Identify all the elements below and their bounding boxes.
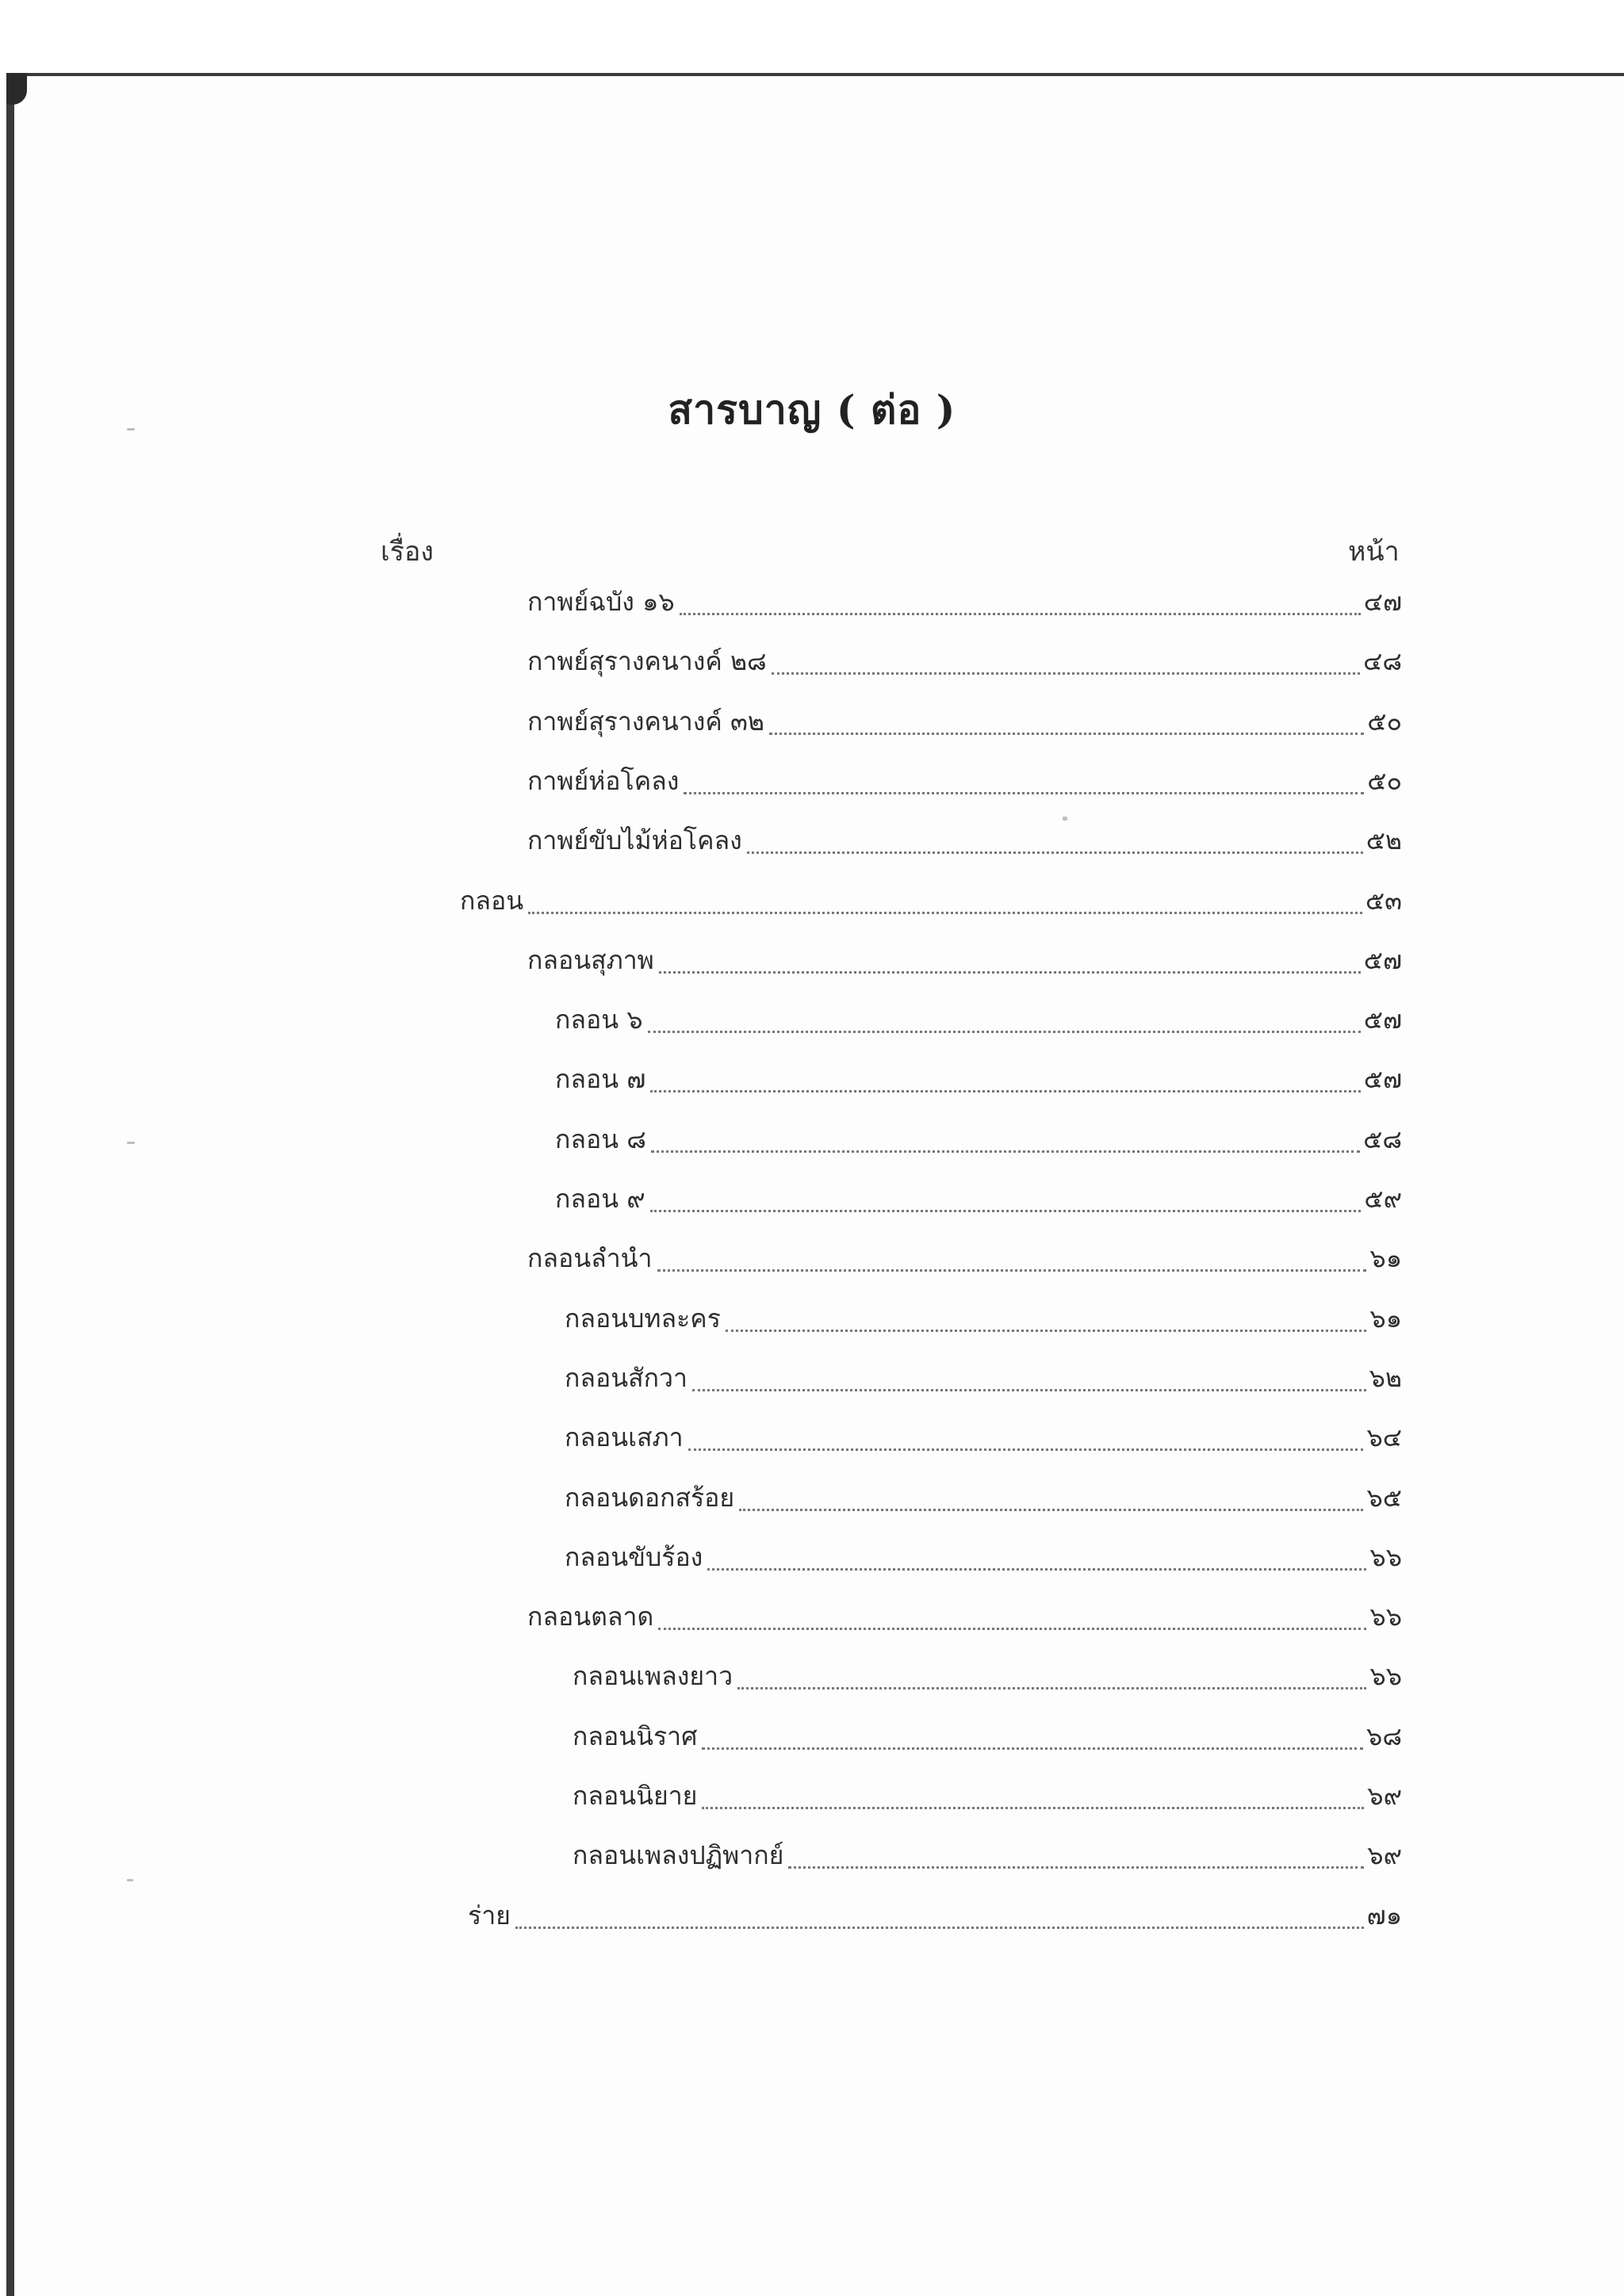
toc-entry (573, 1777, 1402, 1816)
toc-entry-title: กาพย์ห่อโคลง (527, 765, 680, 796)
toc-entry-title: กลอน (460, 885, 524, 916)
dot-leader (739, 1509, 1363, 1511)
toc-entry-page-number: ๗๑ (1366, 1900, 1402, 1931)
toc-entry (527, 941, 1402, 981)
toc-entry-page-number: ๕๐ (1367, 706, 1402, 737)
toc-entry (527, 642, 1402, 682)
toc-entry-title: ร่าย (468, 1900, 511, 1931)
toc-entry (565, 1359, 1402, 1399)
dot-leader (726, 1330, 1367, 1332)
toc-entry-title: กลอนตลาด (527, 1601, 654, 1632)
scan-speck (127, 1142, 135, 1144)
toc-entry-title: กลอนสักวา (565, 1362, 688, 1393)
dot-leader (680, 613, 1361, 615)
toc-entry (565, 1299, 1402, 1339)
toc-entry-page-number: ๖๘ (1366, 1720, 1402, 1751)
toc-entry (555, 1001, 1402, 1040)
toc-entry (555, 1120, 1402, 1160)
toc-entry-page-number: ๕๘ (1363, 1123, 1402, 1154)
toc-entry (527, 821, 1402, 861)
toc-entry-title: กลอนขับร้อง (565, 1541, 703, 1572)
toc-entry (527, 702, 1402, 742)
toc-entry-title: กลอนเพลงปฏิพากย์ (573, 1840, 784, 1871)
dot-leader (528, 912, 1362, 914)
toc-entry-title: กลอนลำนำ (527, 1243, 653, 1274)
toc-entry (555, 1180, 1402, 1219)
toc-entry (460, 882, 1402, 921)
toc-entry-title: กลอน ๙ (555, 1184, 645, 1214)
toc-entry (527, 1598, 1402, 1637)
toc-entry-title: กาพย์สุรางคนางค์ ๓๒ (527, 706, 764, 737)
dot-leader (515, 1927, 1364, 1929)
page-title: สารบาญ ( ต่อ ) (668, 386, 956, 433)
toc-entry (527, 1239, 1402, 1279)
dot-leader (650, 1210, 1362, 1212)
dot-leader (684, 792, 1364, 794)
toc-entry-page-number: ๕๙ (1364, 1184, 1402, 1214)
toc-entry (565, 1418, 1402, 1458)
toc-entry-page-number: ๖๙ (1367, 1840, 1402, 1871)
toc-entry (573, 1717, 1402, 1757)
toc-entry-page-number: ๖๙ (1367, 1781, 1402, 1811)
toc-entry-page-number: ๕๗ (1363, 1064, 1402, 1095)
toc-entry-title: กลอนดอกสร้อย (565, 1482, 735, 1513)
dot-leader (650, 1090, 1360, 1093)
toc-entry (565, 1479, 1402, 1518)
dot-leader (772, 672, 1360, 675)
dot-leader (737, 1687, 1366, 1689)
toc-entry-title: กลอน ๘ (555, 1123, 646, 1154)
scan-speck (127, 1879, 133, 1881)
dot-leader (692, 1389, 1366, 1391)
toc-entry-page-number: ๕๗ (1363, 1004, 1402, 1035)
toc-entry (573, 1836, 1402, 1876)
toc-entry-title: กลอนนิยาย (573, 1781, 698, 1811)
toc-entry-page-number: ๔๘ (1363, 646, 1402, 677)
toc-entry-page-number: ๔๗ (1363, 587, 1402, 617)
toc-entry-page-number: ๕๓ (1365, 885, 1402, 916)
dot-leader (688, 1448, 1364, 1451)
toc-entry (527, 762, 1402, 802)
toc-entry (555, 1060, 1402, 1100)
scan-speck (1063, 817, 1067, 821)
dot-leader (707, 1568, 1366, 1571)
toc-entry-title: กลอน ๖ (555, 1004, 643, 1035)
dot-leader (659, 971, 1361, 974)
toc-entry-page-number: ๖๒ (1369, 1362, 1402, 1393)
toc-entry-title: กลอนบทละคร (565, 1303, 721, 1334)
toc-entry-page-number: ๖๑ (1369, 1303, 1402, 1334)
toc-entry-page-number: ๖๖ (1369, 1601, 1402, 1632)
dot-leader (651, 1150, 1360, 1153)
toc-entry-title: กลอนนิราศ (573, 1720, 698, 1751)
toc-entry-page-number: ๕๗ (1363, 944, 1402, 975)
toc-entry-page-number: ๕๐ (1367, 765, 1402, 796)
toc-entry-page-number: ๖๑ (1369, 1243, 1402, 1274)
toc-entry-title: กลอนเสภา (565, 1422, 684, 1453)
column-header-page: หน้า (1348, 536, 1400, 568)
toc-entry-page-number: ๖๕ (1366, 1482, 1402, 1513)
dot-leader (657, 1269, 1367, 1272)
dot-leader (702, 1747, 1363, 1750)
toc-entry (565, 1538, 1402, 1578)
dot-leader (702, 1807, 1364, 1809)
toc-entry-page-number: ๖๔ (1366, 1422, 1402, 1453)
toc-entry-page-number: ๖๖ (1369, 1661, 1402, 1692)
dot-leader (769, 733, 1364, 735)
dot-leader (658, 1628, 1366, 1630)
toc-entry-page-number: ๖๖ (1369, 1541, 1402, 1572)
toc-entry-title: กลอนเพลงยาว (573, 1661, 733, 1692)
dot-leader (788, 1866, 1364, 1869)
dot-leader (747, 851, 1363, 854)
toc-entry-title: กาพย์ขับไม้ห่อโคลง (527, 825, 742, 856)
toc-entry-title: กาพย์สุรางคนางค์ ๒๘ (527, 646, 767, 677)
toc-entry (573, 1657, 1402, 1697)
toc-entry-title: กาพย์ฉบัง ๑๖ (527, 587, 675, 617)
toc-entry-title: กลอนสุภาพ (527, 944, 654, 975)
dot-leader (648, 1031, 1361, 1033)
toc-entry-title: กลอน ๗ (555, 1064, 646, 1095)
toc-entry (527, 583, 1402, 622)
toc-entry-page-number: ๕๒ (1365, 825, 1402, 856)
toc-entry (468, 1896, 1402, 1936)
column-header-topic: เรื่อง (381, 536, 434, 568)
